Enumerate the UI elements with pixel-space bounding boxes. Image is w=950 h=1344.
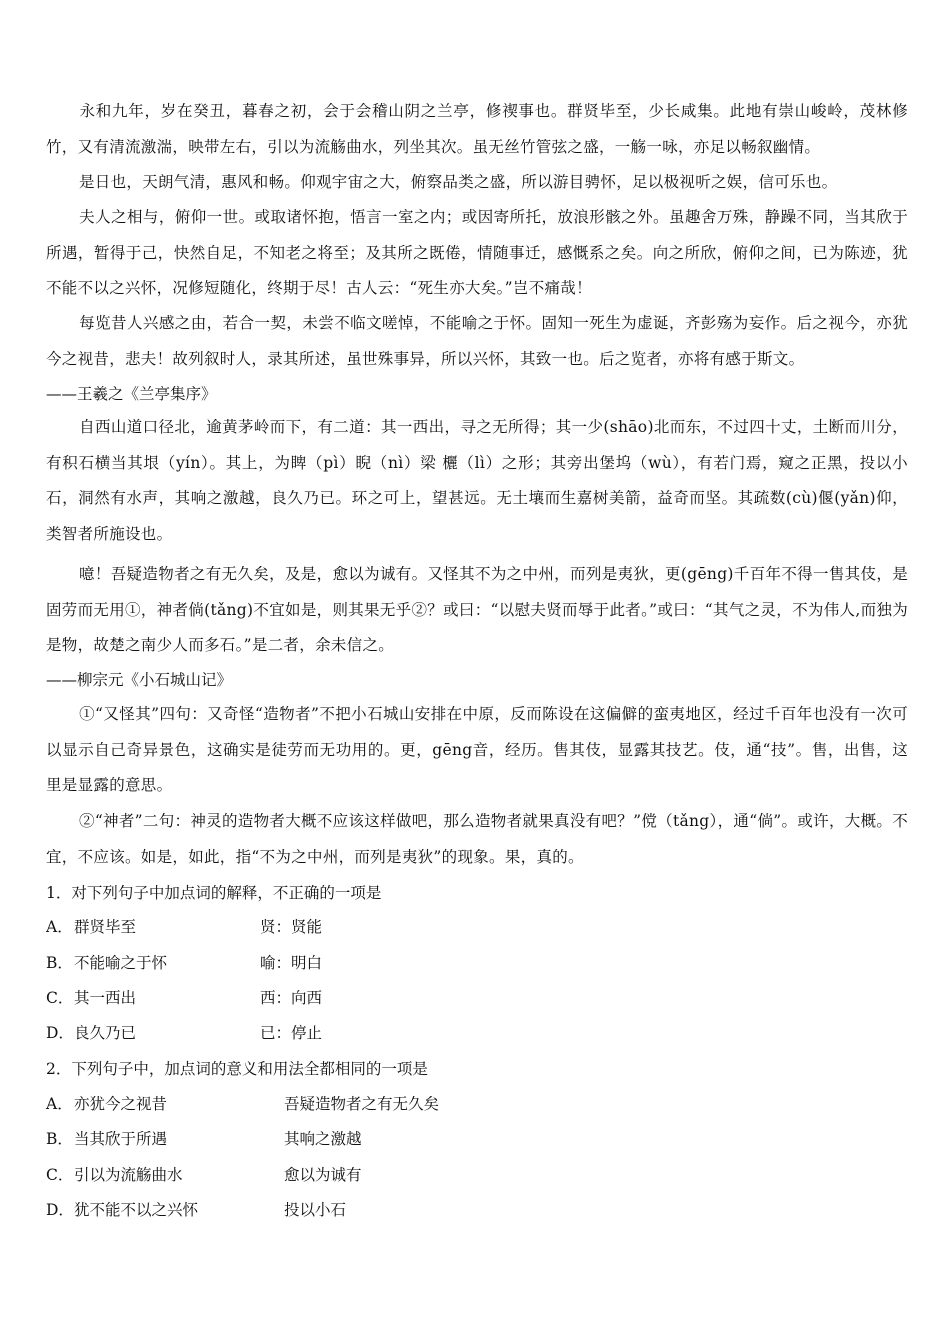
- question-1-option-c[interactable]: C．其一西出 西：向西: [46, 989, 323, 1007]
- question-2-option-d[interactable]: D．犹不能不以之兴怀 投以小石: [46, 1201, 347, 1219]
- passage2-attribution: ——柳宗元《小石城山记》: [46, 671, 233, 689]
- passage1-paragraph-1: 永和九年，岁在癸丑，暮春之初，会于会稽山阴之兰亭，修禊事也。群贤毕至，少长咸集。此地有崇山峻岭，茂林修竹，又有清流激湍，映带左右，引以为流觞曲水，列坐其次。虽无丝竹管弦之盛，一觞一咏，亦足以畅叙幽情。: [46, 102, 908, 156]
- question-1-option-a[interactable]: A．群贤毕至 贤：贤能: [46, 918, 323, 936]
- passage2-note-1: ①“又怪其”四句：又奇怪“造物者”不把小石城山安排在中原，反而陈设在这偏僻的蛮夷地区，经过千百年也没有一次可以显示自己奇异景色，这确实是徒劳而无功用的。更，gēng音，经历。售其伎，显露其技艺。伎，通“技”。售，出售，这里是显露的意思。: [46, 705, 908, 794]
- question-2-option-a[interactable]: A．亦犹今之视昔 吾疑造物者之有无久矣: [46, 1095, 440, 1113]
- passage1-paragraph-3: 夫人之相与，俯仰一世。或取诸怀抱，悟言一室之内；或因寄所托，放浪形骸之外。虽趣舍万殊，静躁不同，当其欣于所遇，暂得于己，快然自足，不知老之将至；及其所之既倦，情随事迁，感慨系之矣。向之所欣，俯仰之间，已为陈迹，犹不能不以之兴怀，况修短随化，终期于尽！古人云：“死生亦大矣。”岂不痛哉！: [46, 208, 908, 297]
- passage2-paragraph-2: 噫！吾疑造物者之有无久矣，及是，愈以为诚有。又怪其不为之中州，而列是夷狄，更(gēng)千百年不得一售其伎，是固劳而无用①，神者倘(tǎng)不宜如是，则其果无乎②？或曰：“以慰夫贤而辱于此者。”或曰：“其气之灵，不为伟人,而独为是物，故楚之南少人而多石。”是二者，余未信之。: [46, 565, 908, 654]
- passage1-paragraph-4: 每览昔人兴感之由，若合一契，未尝不临文嗟悼，不能喻之于怀。固知一死生为虚诞，齐彭殇为妄作。后之视今，亦犹今之视昔，悲夫！故列叙时人，录其所述，虽世殊事异，所以兴怀，其致一也。后之览者，亦将有感于斯文。: [46, 314, 908, 368]
- question-1-option-b[interactable]: B．不能喻之于怀 喻：明白: [46, 954, 323, 972]
- passage1-attribution: ——王羲之《兰亭集序》: [46, 385, 217, 403]
- question-1-stem: 1．对下列句子中加点词的解释，不正确的一项是: [46, 884, 382, 902]
- question-2-option-c[interactable]: C．引以为流觞曲水 愈以为诚有: [46, 1166, 362, 1184]
- question-2-option-b[interactable]: B．当其欣于所遇 其响之激越: [46, 1130, 362, 1148]
- passage2-note-2: ②“神者”二句：神灵的造物者大概不应该这样做吧，那么造物者就果真没有吧？”傥（tǎng），通“倘”。或许，大概。不宜，不应该。如是，如此，指“不为之中州，而列是夷狄”的现象。果，真的。: [46, 812, 908, 866]
- passage1-paragraph-2: 是日也，天朗气清，惠风和畅。仰观宇宙之大，俯察品类之盛，所以游目骋怀，足以极视听之娱，信可乐也。: [79, 173, 838, 191]
- question-2-stem: 2．下列句子中，加点词的意义和用法全都相同的一项是: [46, 1060, 428, 1078]
- question-1-option-d[interactable]: D．良久乃已 已：停止: [46, 1024, 323, 1042]
- passage2-paragraph-1: 自西山道口径北，逾黄茅岭而下，有二道：其一西出，寻之无所得；其一少(shāo)北而东，不过四十丈，土断而川分，有积石横当其垠（yín）。其上，为睥（pì）睨（nì）梁 欐（lì）之形；其旁出堡坞（wù），有若门焉，窥之正黑，投以小石，洞然有水声，其响之激越，良久乃已。环之可上，望甚远。无土壤而生嘉树美箭，益奇而坚。其疏数(cù)偃(yǎn)仰，类智者所施设也。: [46, 418, 908, 543]
